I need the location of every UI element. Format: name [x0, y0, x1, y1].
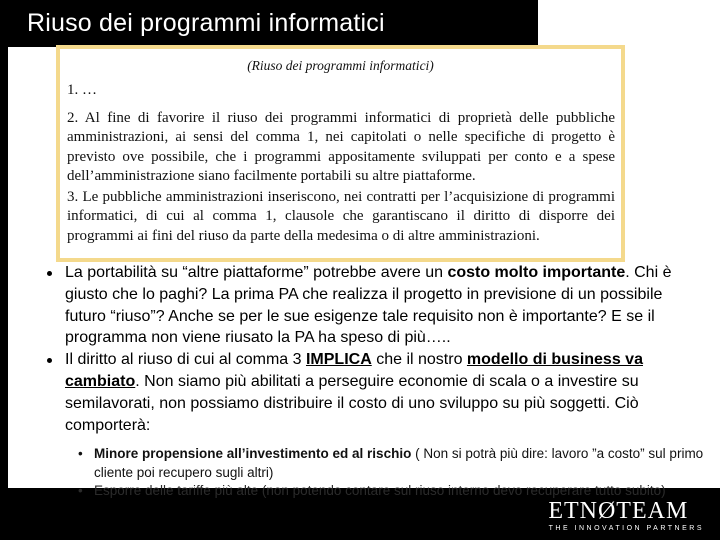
quote-title: (Riuso dei programmi informatici)	[247, 58, 434, 73]
emphasis-implica: IMPLICA	[305, 351, 372, 369]
emphasis-business-model: modello di business va cambiato	[65, 351, 643, 390]
quote-item-3: 3. Le pubbliche amministrazioni inseriscono, nei contratti per l’acquisizione di programmi informatici, di cui al comma 1, clausole che garantiscano il diritto di disporre dei programmi ai fini del riuso da parte della medesima o di altre amministrazioni.	[67, 189, 615, 244]
sub-bullet-investment: • Minore propensione all’investimento ed al rischio ( Non si potrà più dire: lavoro ”a costo” sul primo cliente poi recupero sugli altri)	[78, 446, 704, 480]
law-quote-box	[56, 45, 625, 262]
bullet-reuse-right: Il diritto al riuso di cui al comma 3 IMPLICA che il nostro modello di business va cambiato. Non siamo più abilitati a perseguire economie di scala o a investire su semilavorati, non possiamo distribuire il costo di uno sviluppo su più soggetti. Ciò comporterà:	[45, 349, 705, 436]
bullet-dot-icon	[47, 271, 52, 276]
title-bar	[0, 0, 538, 47]
sub-bullet-list	[78, 445, 708, 501]
slide-number: 17	[30, 474, 44, 488]
sub-bullet-dot-icon: •	[78, 483, 83, 498]
left-decoration-strip	[0, 47, 8, 540]
sub-bullet-dot-icon: •	[78, 446, 83, 461]
etnoteam-logo	[533, 498, 704, 532]
bullet-list	[45, 262, 705, 436]
slide-title: Riuso dei programmi informatici	[27, 9, 385, 37]
sub-bullet-tariffs: • Esporre delle tariffe più alte (non potendo contare sul riuso interno devo recuperare tutto subito)	[78, 482, 708, 501]
emphasis-cost: costo molto importante	[447, 264, 626, 281]
quote-item-2: 2. Al fine di favorire il riuso dei programmi informatici di proprietà delle pubbliche amministrazioni, ai sensi del comma 1, nei capitolati o nelle specifiche di progetto è previsto ove possibile, che i programmi appositamente sviluppati per conto e a spese dell’amministrazione siano facilmente portabili su altre piattaforme.	[67, 110, 615, 185]
logo-tagline: THE INNOVATION PARTNERS	[548, 525, 704, 532]
bullet-dot-icon	[47, 358, 52, 363]
bullet-portability: La portabilità su “altre piattaforme” potrebbe avere un costo molto importante. Chi è giusto che lo paghi? La prima PA che realizza il progetto in previsione di un possibile futuro “riuso”? Anche se per le sue esigenze tale requisito non è importante? E se il programma non viene riusato la PA ha speso di più…..	[45, 262, 705, 349]
logo-name: ETNØTEAM	[548, 498, 689, 524]
quote-item-1: 1. …	[67, 82, 97, 98]
